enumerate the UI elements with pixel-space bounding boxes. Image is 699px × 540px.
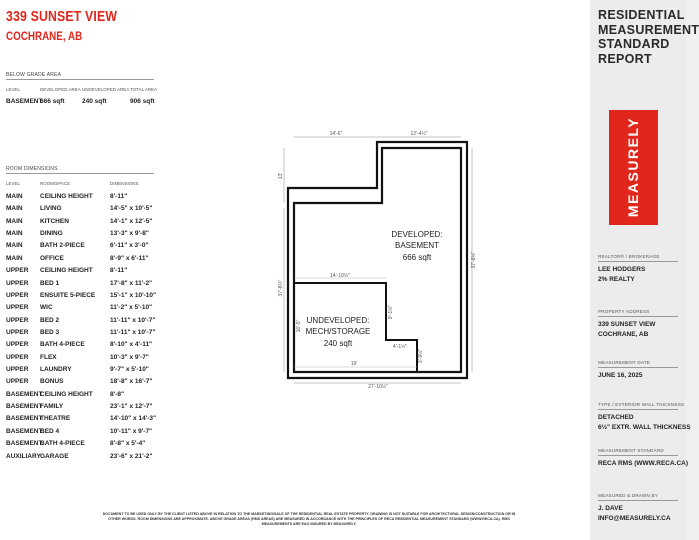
row-dimensions: 8'-11" [110, 193, 128, 200]
row-level: MAIN [6, 254, 23, 262]
row-space: BATH 2-PIECE [40, 242, 85, 250]
row-space: OFFICE [40, 254, 64, 262]
sidebar-value: DETACHED [598, 414, 634, 421]
row-dimensions: 23'-6" x 21'-2" [110, 452, 153, 460]
dim-top-left: 14'-6" [329, 131, 343, 137]
sidebar-label: MEASUREMENT DATE [598, 360, 651, 365]
report-sidebar [590, 0, 699, 540]
row-level: BASEMENT [6, 415, 43, 423]
room-header-space: ROOM/SPACE [40, 181, 71, 186]
row-level: MAIN [6, 217, 23, 225]
row-space: FAMILY [40, 403, 64, 411]
report-title-line3: STANDARD [598, 37, 670, 51]
row-space: FLEX [40, 353, 57, 361]
row-space: ENSUITE 5-PIECE [40, 291, 96, 299]
row-level: UPPER [6, 341, 29, 349]
row-space: BONUS [40, 378, 64, 386]
row-level: AUXILIARY [6, 452, 41, 460]
row-dimensions: 18'-8" x 16'-7" [110, 378, 153, 386]
below-grade-header-undeveloped: UNDEVELOPED AREA [82, 87, 130, 92]
sidebar-divider [598, 409, 678, 410]
row-dimensions: 14'-5" x 10'-5" [110, 205, 153, 213]
row-space: DINING [40, 230, 63, 238]
below-grade-header-level: LEVEL [6, 87, 21, 92]
row-dimensions: 13'-3" x 9'-8" [110, 230, 149, 238]
row-level: MAIN [6, 193, 23, 200]
below-grade-undeveloped: 240 sqft [82, 98, 107, 105]
dim-notch-horizontal: 4'-1½" [392, 344, 408, 350]
row-space: THEATRE [40, 415, 71, 423]
below-grade-developed: 666 sqft [40, 98, 65, 105]
row-dimensions: 9'-7" x 5'-10" [110, 366, 149, 374]
sidebar-value: JUNE 16, 2025 [598, 372, 643, 379]
row-level: BASEMENT [6, 390, 43, 398]
row-dimensions: 17'-8" x 11'-2" [110, 279, 153, 287]
row-level: MAIN [6, 242, 23, 250]
room-header-level: LEVEL [6, 181, 21, 186]
row-space: BED 2 [40, 316, 60, 324]
disclaimer-text: DOCUMENT TO BE USED ONLY BY THE CLIENT LISTED ABOVE IN RELATION TO THE MARKETING/SALE OF THE RESIDENTIAL REAL ESTATE PROPERTY. DRAWING IS NOT SUITABLE FOR ARCHITECTURAL DESIGN/CONSTRUCTION OR IN OTHER WORDS. ROOM DIMENSIONS ARE APPROXIMATE. ABOVE GRADE AREAS (RMS AREAS) ARE MEASURED IN ACCORDANCE WITH THE PRINCIPLES OF RECA RESIDENTIAL MEASUREMENT STANDARD (WWW.RECA.CA). RMS MEASUREMENTS ARE E&O INSURED BY MEASURELY. [102, 512, 516, 526]
sidebar-label: REALTOR® / BROKERAGE [598, 254, 660, 259]
row-space: LAUNDRY [40, 366, 72, 374]
row-level: UPPER [6, 366, 29, 374]
row-dimensions: 10'-3" x 9'-7" [110, 353, 149, 361]
row-space: CEILING HEIGHT [40, 193, 93, 200]
dim-bottom-inner: 19' [350, 361, 358, 367]
report-title [598, 8, 699, 66]
dim-right: 37'-8½" [471, 251, 477, 269]
sidebar-value: 6½" EXTR. WALL THICKNESS [598, 423, 691, 431]
sidebar-divider [598, 455, 678, 456]
row-space: BATH 4-PIECE [40, 341, 85, 349]
sidebar-value: COCHRANE, AB [598, 330, 649, 338]
sidebar-value: INFO@MEASURELY.CA [598, 514, 671, 522]
report-title-line4: REPORT [598, 51, 652, 66]
room-dimensions-caption: ROOM DIMENSIONS [6, 166, 58, 172]
dim-top-right: 12'-4½" [410, 131, 428, 137]
row-dimensions: 23'-1" x 12'-7" [110, 403, 153, 411]
dim-inner-horizontal: 14'-10½" [330, 273, 350, 279]
sidebar-value: J. DAVE [598, 505, 623, 512]
sidebar-label: MEASUREMENT STANDARD [598, 448, 664, 453]
developed-label-line2: BASEMENT [394, 241, 440, 250]
sidebar-divider [598, 500, 678, 501]
row-level: UPPER [6, 328, 29, 336]
dim-notch-vertical: 9'-1½" [388, 304, 394, 320]
row-space: BED 1 [40, 279, 60, 287]
sidebar-divider [598, 316, 678, 317]
row-dimensions: 8'-8" [110, 390, 125, 398]
room-dimensions-divider [6, 173, 154, 174]
row-space: BED 4 [40, 427, 60, 435]
row-level: UPPER [6, 279, 29, 287]
row-level: BASEMENT [6, 403, 43, 411]
sidebar-divider [598, 261, 678, 262]
developed-label-line1: DEVELOPED: [391, 230, 443, 239]
row-level: UPPER [6, 304, 29, 312]
room-header-dimensions: DIMENSIONS [110, 181, 139, 186]
row-dimensions: 11'-11" x 10'-7" [110, 328, 156, 336]
row-space: CEILING HEIGHT [40, 267, 93, 275]
row-space: LIVING [40, 205, 62, 213]
sidebar-label: PROPERTY ADDRESS [598, 309, 650, 314]
exterior-wall-outer [288, 142, 467, 378]
below-grade-header-developed: DEVELOPED AREA [40, 87, 81, 92]
sidebar-value: 2% REALTY [598, 275, 635, 283]
row-dimensions: 11'-11" x 10'-7" [110, 316, 156, 324]
row-level: UPPER [6, 291, 29, 299]
row-level: UPPER [6, 316, 29, 324]
below-grade-caption: BELOW GRADE AREA [6, 72, 62, 78]
row-level: MAIN [6, 205, 23, 213]
row-level: BASEMENT [6, 440, 43, 448]
row-space: WIC [40, 304, 53, 312]
below-grade-header-total: TOTAL AREA [130, 87, 158, 92]
row-level: UPPER [6, 353, 29, 361]
dim-left-upper: 13' [278, 172, 284, 180]
below-grade-divider [6, 79, 154, 80]
developed-label-line3: 666 sqft [402, 253, 432, 262]
row-dimensions: 8'-11" [110, 267, 128, 275]
undeveloped-label-line1: UNDEVELOPED: [306, 316, 370, 325]
row-space: KITCHEN [40, 217, 69, 225]
row-level: BASEMENT [6, 427, 43, 435]
sidebar-value: LEE HODGERS [598, 266, 646, 273]
row-dimensions: 10'-11" x 9'-7" [110, 427, 153, 435]
row-space: CEILING HEIGHT [40, 390, 93, 398]
address-title: 339 SUNSET VIEW [6, 8, 118, 25]
row-dimensions: 14'-10" x 14'-3" [110, 415, 157, 423]
row-dimensions: 8'-9" x 6'-11" [110, 254, 149, 262]
measurely-logo [609, 110, 658, 225]
report-title-line1: RESIDENTIAL [598, 8, 685, 22]
sidebar-value: RECA RMS (WWW.RECA.CA) [598, 460, 689, 467]
row-dimensions: 15'-1" x 10'-10" [110, 291, 157, 299]
dim-bottom-outer: 27'-10½" [368, 384, 388, 390]
row-dimensions: 11'-2" x 5'-10" [110, 304, 153, 312]
row-level: MAIN [6, 230, 23, 238]
logo-text: MEASURELY [625, 116, 641, 218]
report-title-line2: MEASUREMENT [598, 22, 699, 37]
row-dimensions: 8'-10" x 4'-11" [110, 341, 153, 349]
below-grade-total: 906 sqft [130, 98, 155, 105]
undeveloped-label-line2: MECH/STORAGE [305, 327, 371, 336]
dim-left-lower: 37'-8½" [278, 279, 284, 297]
row-dimensions: 14'-1" x 12'-5" [110, 217, 153, 225]
row-space: GARAGE [40, 452, 69, 460]
dim-inner-vertical: 16'-5" [296, 319, 302, 333]
row-level: UPPER [6, 267, 29, 275]
below-grade-level: BASEMENT [6, 98, 43, 105]
row-space: BED 3 [40, 328, 60, 336]
undeveloped-label-line3: 240 sqft [323, 339, 353, 348]
sidebar-label: TYPE / EXTERIOR WALL THICKNESS [598, 402, 685, 407]
dim-small-vertical: 3'-9½" [418, 348, 424, 364]
address-city: COCHRANE, AB [6, 29, 83, 43]
sidebar-divider [598, 367, 678, 368]
row-dimensions: 6'-11" x 3'-0" [110, 242, 149, 250]
row-dimensions: 8'-8" x 5'-4" [110, 440, 146, 448]
row-space: BATH 4-PIECE [40, 440, 85, 448]
basement-floor-plan [276, 128, 476, 388]
sidebar-value: 339 SUNSET VIEW [598, 321, 656, 328]
row-level: UPPER [6, 378, 29, 386]
sidebar-label: MEASURED & DRAWN BY [598, 493, 659, 498]
